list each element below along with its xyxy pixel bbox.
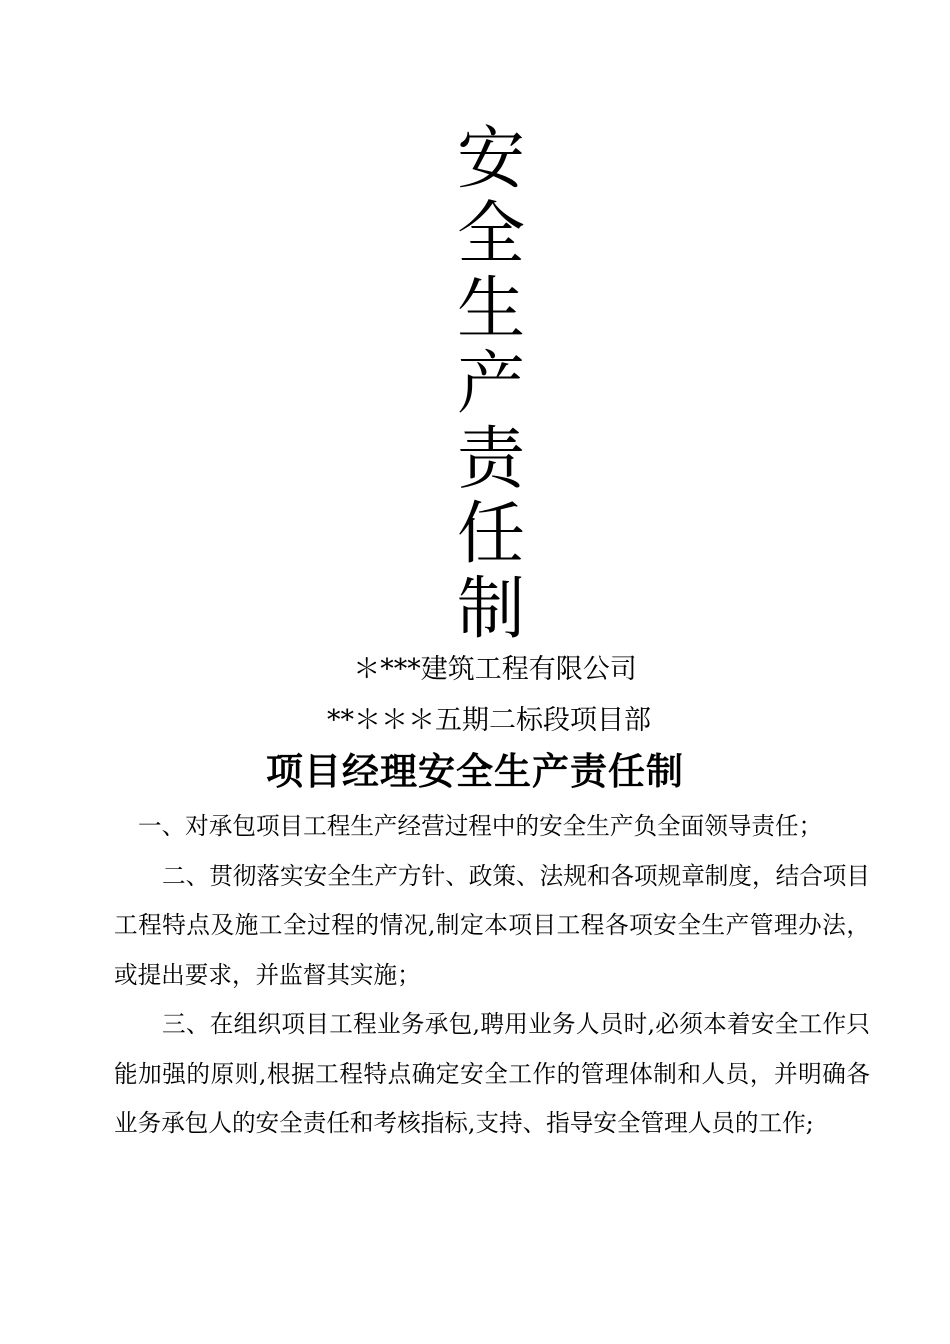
cover-title-char: 产 [456,345,525,424]
project-department: **＊＊＊五期二标段项目部 [327,705,651,736]
paragraph-1: 一、对承包项目工程生产经营过程中的安全生产负全面领导责任； [138,812,823,840]
section-title: 项目经理安全生产责任制 [266,750,684,793]
cover-title-char: 安 [456,120,525,199]
company-name: ＊***建筑工程有限公司 [353,654,637,685]
cover-title-char: 任 [456,495,525,574]
paragraph-3: 三、在组织项目工程业务承包,聘用业务人员时,必须本着安全工作只能加强的原则,根据工程特点确定安全工作的管理体制和人员，并明确各业务承包人的安全责任和考核指标,支持、指导安全管理人员的工作; [114,1010,870,1137]
cover-title-char: 制 [456,570,525,649]
document-body [114,802,870,1149]
cover-vertical-title [0,122,950,647]
cover-title-char: 责 [456,420,525,499]
cover-title-char: 生 [456,270,525,349]
paragraph-2: 二、贯彻落实安全生产方针、政策、法规和各项规章制度，结合项目工程特点及施工全过程的情况,制定本项目工程各项安全生产管理办法，或提出要求，并监督其实施； [114,861,870,989]
cover-title-char: 全 [456,195,525,274]
